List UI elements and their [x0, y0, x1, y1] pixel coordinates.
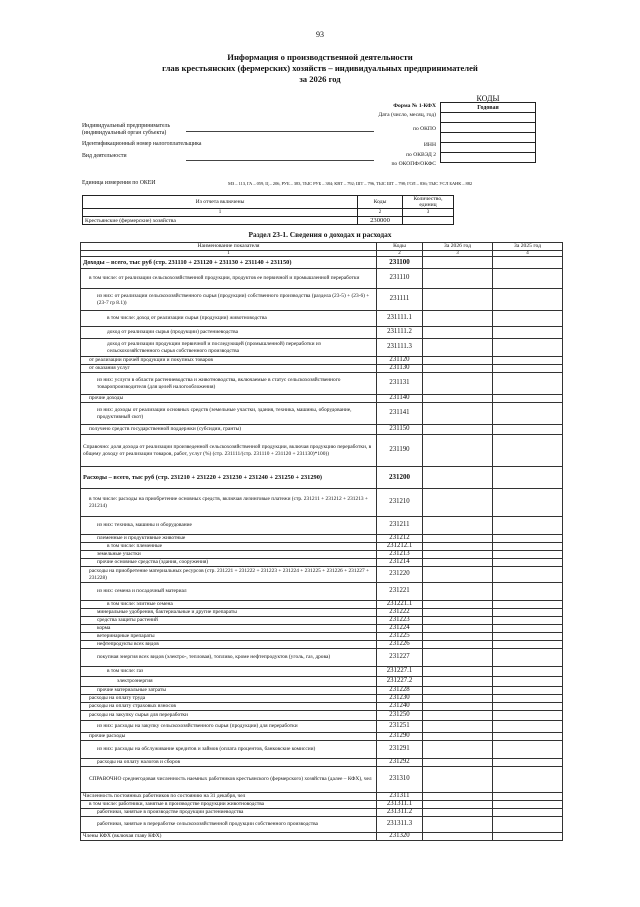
report-scope-table: Из отчета включены Коды Количество, единиц 1 2 3 Крестьянские (фермерские) хозяйства 230000: [82, 195, 454, 225]
indicator-code: 231311.2: [377, 809, 423, 817]
indicator-code: 231224: [377, 625, 423, 633]
indicator-code: 231251: [377, 721, 423, 733]
indicator-name: Численность постоянных работников по состоянию на 31 декабря, чел: [81, 793, 377, 801]
value-2026[interactable]: [423, 767, 493, 793]
indicator-name: земельные участки: [81, 551, 377, 559]
codes-table: [440, 102, 536, 163]
value-2026[interactable]: [423, 517, 493, 535]
table-row: [81, 667, 563, 677]
form-field-label: Форма № 1-КФХ: [393, 103, 436, 109]
value-2025[interactable]: [493, 339, 563, 357]
scope-header-code: Коды: [358, 196, 403, 209]
value-2025[interactable]: [493, 677, 563, 687]
value-2025[interactable]: [493, 327, 563, 339]
value-2025[interactable]: [493, 649, 563, 667]
indicator-name: расходы на оплату труда: [81, 695, 377, 703]
indicator-name: расходы на оплату налогов и сборов: [81, 759, 377, 767]
value-2025[interactable]: [493, 721, 563, 733]
indicator-name: от реализации прочей продукции и покупных товаров: [81, 357, 377, 365]
indicator-code: 231130: [377, 365, 423, 373]
units-label: Единица измерения по ОКЕИ: [82, 180, 156, 186]
value-2026[interactable]: [423, 641, 493, 649]
value-2026[interactable]: [423, 809, 493, 817]
table-row: [81, 801, 563, 809]
document-title: [0, 52, 640, 85]
value-2025[interactable]: [493, 667, 563, 677]
value-2026[interactable]: [423, 609, 493, 617]
indicator-name: корма: [81, 625, 377, 633]
indicator-code: 231221: [377, 583, 423, 601]
table-row: [81, 327, 563, 339]
table-row: [81, 601, 563, 609]
value-2025[interactable]: [493, 687, 563, 695]
value-2025[interactable]: [493, 741, 563, 759]
indicator-name: прочие доходы: [81, 395, 377, 403]
indicator-name: прочие основные средства (здания, сооружения): [81, 559, 377, 567]
value-2025[interactable]: [493, 633, 563, 641]
indicator-name: из них: техника, машины и оборудование: [81, 517, 377, 535]
indicator-code: 231212: [377, 535, 423, 543]
value-2026[interactable]: [423, 677, 493, 687]
tax-id-label: Идентификационный номер налогоплательщика: [82, 141, 202, 147]
value-2025[interactable]: [493, 767, 563, 793]
indicator-code: 231223: [377, 617, 423, 625]
indicator-name: из них: доходы от реализации основных средств (земельные участки, здания, техника, машины, оборудование, продуктивный скот): [81, 403, 377, 425]
indicator-name: средства защиты растений: [81, 617, 377, 625]
table-row: [81, 833, 563, 841]
indicator-code: 231240: [377, 703, 423, 711]
indicator-code: 231311.1: [377, 801, 423, 809]
indicator-code: 231190: [377, 435, 423, 467]
indicator-code: 231310: [377, 767, 423, 793]
table-row: [81, 641, 563, 649]
form-field-label: по ОКВЭД 2: [406, 152, 436, 158]
table-row: [81, 435, 563, 467]
indicator-name: в том числе: работники, занятые в производстве продукции животноводства: [81, 801, 377, 809]
indicator-code: 231200: [377, 467, 423, 489]
code-cell[interactable]: [441, 133, 536, 143]
page-number: 93: [316, 30, 324, 39]
table-row: [81, 339, 563, 357]
value-2025[interactable]: [493, 617, 563, 625]
value-2025[interactable]: [493, 311, 563, 327]
entrepreneur-line: [186, 131, 374, 132]
table-row: [81, 365, 563, 373]
value-2026[interactable]: [423, 649, 493, 667]
value-2026[interactable]: [423, 535, 493, 543]
indicator-name: расходы на оплату страховых взносов: [81, 703, 377, 711]
code-cell[interactable]: Годовая: [441, 103, 536, 113]
value-2026[interactable]: [423, 759, 493, 767]
indicator-name: племенные и продуктивные животные: [81, 535, 377, 543]
value-2026[interactable]: [423, 695, 493, 703]
value-2026[interactable]: [423, 833, 493, 841]
value-2025[interactable]: [493, 703, 563, 711]
indicator-code: 231228: [377, 687, 423, 695]
indicator-code: 231111.3: [377, 339, 423, 357]
value-2026[interactable]: [423, 583, 493, 601]
value-2026[interactable]: [423, 311, 493, 327]
indicator-name: из них: от реализации сельскохозяйственного сырья (продукции) собственного производства (раздела (23-5) + (23-6) + (23-7 гр 8.1)): [81, 289, 377, 311]
title-line-2: глав крестьянских (фермерских) хозяйств – индивидуальных предпринимателей: [162, 63, 478, 73]
value-2026[interactable]: [423, 435, 493, 467]
indicator-name: в том числе: элитные семена: [81, 601, 377, 609]
table-row: [81, 403, 563, 425]
table-row: [81, 535, 563, 543]
value-2025[interactable]: [493, 357, 563, 365]
value-2026[interactable]: [423, 617, 493, 625]
value-2026[interactable]: [423, 395, 493, 403]
form-field-label: Дата (число, месяц, год): [378, 112, 436, 118]
value-2025[interactable]: [493, 289, 563, 311]
table-row: [81, 633, 563, 641]
table-row: [81, 687, 563, 695]
value-2026[interactable]: [423, 425, 493, 435]
value-2025[interactable]: [493, 517, 563, 535]
table-row: [81, 649, 563, 667]
indicator-code: 231230: [377, 695, 423, 703]
value-2026[interactable]: [423, 567, 493, 583]
indicator-code: 231225: [377, 633, 423, 641]
value-2026[interactable]: [423, 339, 493, 357]
table-row: [81, 583, 563, 601]
indicator-name: прочие материальные затраты: [81, 687, 377, 695]
table-row: [81, 759, 563, 767]
indicator-name: из них: семена и посадочный материал: [81, 583, 377, 601]
value-2026[interactable]: [423, 403, 493, 425]
table-row: [81, 703, 563, 711]
scope-header-qty: Количество, единиц: [403, 196, 454, 209]
indicator-code: 231227.1: [377, 667, 423, 677]
table-row: [81, 817, 563, 833]
value-2025[interactable]: [493, 551, 563, 559]
indicator-name: в том числе: племенные: [81, 543, 377, 551]
indicator-name: доход от реализации продукции первичной и последующей (промышленной) переработки из сельскохозяйственного сырья собственного производства: [81, 339, 377, 357]
table-row: [81, 517, 563, 535]
value-2025[interactable]: [493, 695, 563, 703]
header-year-2025: За 2025 год: [493, 243, 563, 251]
table-row: [81, 617, 563, 625]
value-2026[interactable]: [423, 703, 493, 711]
indicator-name: в том числе: расходы на приобретение основных средств, включая лизинговые платежи (стр. 231211 + 231212 + 231213 + 231214): [81, 489, 377, 517]
indicator-code: 231100: [377, 257, 423, 269]
value-2025[interactable]: [493, 583, 563, 601]
table-row: [81, 609, 563, 617]
value-2026[interactable]: [423, 625, 493, 633]
activity-label: Вид деятельности: [82, 153, 127, 159]
section-title: Раздел 23-1. Сведения о доходах и расходах: [248, 230, 392, 239]
indicator-name: из них: расходы на закупку сельскохозяйственного сырья (продукции) для переработки: [81, 721, 377, 733]
value-2025[interactable]: [493, 365, 563, 373]
indicator-name: ветеринарные препараты: [81, 633, 377, 641]
scope-row-name: Крестьянские (фермерские) хозяйства: [83, 217, 358, 225]
indicator-name: в том числе: от реализации сельскохозяйственной продукции, продуктов ее первичной и промышленной переработки: [81, 269, 377, 289]
code-cell[interactable]: [441, 113, 536, 123]
indicator-code: 231320: [377, 833, 423, 841]
table-row: [81, 395, 563, 403]
title-line-3: за 2026 год: [299, 74, 341, 84]
title-line-1: Информация о производственной деятельности: [227, 52, 413, 62]
value-2025[interactable]: [493, 269, 563, 289]
units-codes: МЗ – 113, ГА – 059, Ц – 206, РУБ – 383, ТЫС РУБ – 384; КВТ – 792; ШТ – 796, ТЫС ШТ – 798; ГОЛ – 836; ТЫС УСЛ БАНК – 882: [228, 181, 473, 186]
indicator-name: в том числе: доход от реализации сырья (продукции) животноводства: [81, 311, 377, 327]
codes-header: КОДЫ: [476, 94, 500, 103]
value-2025[interactable]: [493, 435, 563, 467]
table-row: [81, 793, 563, 801]
value-2025[interactable]: [493, 641, 563, 649]
indicator-code: 231222: [377, 609, 423, 617]
value-2025[interactable]: [493, 559, 563, 567]
indicator-code: 231141: [377, 403, 423, 425]
value-2025[interactable]: [493, 759, 563, 767]
indicator-code: 231221.1: [377, 601, 423, 609]
table-row: [81, 711, 563, 721]
indicator-code: 231291: [377, 741, 423, 759]
code-cell[interactable]: [441, 153, 536, 163]
indicator-code: 231226: [377, 641, 423, 649]
value-2025[interactable]: [493, 489, 563, 517]
value-2026[interactable]: [423, 357, 493, 365]
indicator-name: Расходы – всего, тыс руб (стр. 231210 + 231220 + 231230 + 231240 + 231250 + 231290): [81, 467, 377, 489]
scope-header-name: Из отчета включены: [83, 196, 358, 209]
table-row: [81, 257, 563, 269]
table-row: [81, 721, 563, 733]
indicator-name: расходы на закупку сырья для переработки: [81, 711, 377, 721]
form-field-label: по ОКОПФ/ОКФС: [391, 161, 436, 167]
scope-row-code: 230000: [358, 217, 403, 225]
table-row: [81, 467, 563, 489]
indicator-code: 231292: [377, 759, 423, 767]
value-2025[interactable]: [493, 711, 563, 721]
value-2026[interactable]: [423, 467, 493, 489]
indicator-name: Члены КФХ (включая главу КФХ): [81, 833, 377, 841]
indicator-name: минеральные удобрения, бактериальные и другие препараты: [81, 609, 377, 617]
value-2025[interactable]: [493, 535, 563, 543]
indicator-code: 231150: [377, 425, 423, 435]
header-year-2026: За 2026 год: [423, 243, 493, 251]
table-row: [81, 559, 563, 567]
value-2025[interactable]: [493, 801, 563, 809]
indicator-code: 231111.1: [377, 311, 423, 327]
indicator-code: 231140: [377, 395, 423, 403]
indicator-code: 231311: [377, 793, 423, 801]
table-row: [81, 695, 563, 703]
value-2026[interactable]: [423, 687, 493, 695]
value-2026[interactable]: [423, 711, 493, 721]
form-field-label: ИНН: [423, 142, 436, 148]
indicator-name: получено средств государственной поддержки (субсидии, гранты): [81, 425, 377, 435]
indicator-code: 231227: [377, 649, 423, 667]
table-row: [81, 551, 563, 559]
indicator-name: покупная энергия всех видов (электро-, тепловая), топливо, кроме нефтепродуктов (уголь, газ, дрова): [81, 649, 377, 667]
table-row: [81, 741, 563, 759]
indicator-code: 231111.2: [377, 327, 423, 339]
table-row: [81, 269, 563, 289]
value-2026[interactable]: [423, 543, 493, 551]
value-2026[interactable]: [423, 257, 493, 269]
indicator-name: в том числе: газ: [81, 667, 377, 677]
indicator-code: 231212.1: [377, 543, 423, 551]
indicator-name: доход от реализации сырья (продукции) растениеводства: [81, 327, 377, 339]
value-2025[interactable]: [493, 609, 563, 617]
table-row: [81, 567, 563, 583]
value-2026[interactable]: [423, 801, 493, 809]
table-row: [81, 767, 563, 793]
value-2026[interactable]: [423, 327, 493, 339]
value-2026[interactable]: [423, 269, 493, 289]
value-2025[interactable]: [493, 543, 563, 551]
indicator-name: работники, занятые в переработке сельскохозяйственной продукции собственного производства: [81, 817, 377, 833]
indicator-code: 231213: [377, 551, 423, 559]
indicator-code: 231250: [377, 711, 423, 721]
header-indicator: Наименование показателя: [81, 243, 377, 251]
indicator-code: 231227.2: [377, 677, 423, 687]
table-row: [81, 809, 563, 817]
indicator-code: 231110: [377, 269, 423, 289]
value-2026[interactable]: [423, 793, 493, 801]
indicator-code: 231311.3: [377, 817, 423, 833]
income-expense-table: Наименование показателя Коды За 2026 год За 2025 год 1 2 3 4 Доходы – всего, тыс руб (стр. 231110 + 231120 + 231130 + 231140 + 231150) 231100 в том числе: от реализации сельскохозяйственной продукции, продуктов ее первичной и промышленной переработки 231110 из них: от реализации сельскохозяйственного сырья (продукции) собственного производства (раздела (23-5) + (23-6) + (23-7 гр 8.1)) 231111 в том числе: доход от реализации сырья (продукции) животноводства 231111.1 доход от реализации сырья (продукции) растениеводства 231111.2 доход от реализации продукции первичной и последующей (промышленной) переработки из сельскохозяйственного сырья собственного производства 231111.3 от реализации прочей продукции и покупных товаров 231120 от оказания услуг 231130 из них: услуги в области растениеводства и животноводства, включаемые в статус сельскохозяйственного товаропроизводителя (для целей налогообложения) 231131 прочие доходы 231140 из них: доходы от реализации основных средств (земельные участки, здания, техника, машины, оборудование, продуктивный скот) 231141 получено средств государственной поддержки (субсидии, гранты) 231150 Справочно: доля дохода от реализации произведенной сельскохозяйственной продукции, включая продукцию переработки, в общему доходу от реализации товаров, работ, услуг (%) (стр. 231111/(стр. 231110 + 231120 + 231130)*100)) 231190 Расходы – всего, тыс руб (стр. 231210 + 231220 + 231230 + 231240 + 231250 + 231290) 231200 в том числе: расходы на приобретение основных средств, включая лизинговые платежи (стр. 231211 + 231212 + 231213 + 231214) 231210 из них: техника, машины и оборудование 231211 племенные и продуктивные животные 231212 в том числе: племенные 231212.1 земельные участки 231213 прочие основные средства (здания, сооружения) 231214 расходы на приобретение материальных ресурсов (стр. 231221 + 231222 + 231223 + 231224 + 231225 + 231226 + 231227 + 231228) 231220 из них: семена и посадочный материал 231221 в том числе: элитные семена 231221.1 минеральные удобрения, бактериальные и другие препараты 231222 средства защиты растений 231223 корма 231224 ветеринарные препараты 231225 нефтепродукты всех видов 231226 покупная энергия всех видов (электро-, тепловая), топливо, кроме нефтепродуктов (уголь, газ, дрова) 231227 в том числе: газ 231227.1 электроэнергия 231227.2 прочие материальные затраты 231228 расходы на оплату труда 231230 расходы на оплату страховых взносов 231240 расходы на закупку сырья для переработки 231250 из них: расходы на закупку сельскохозяйственного сырья (продукции) для переработки 231251 прочие расходы 231290 из них: расходы на обслуживание кредитов и займов (оплата процентов, банковские комиссии) 231291 расходы на оплату налогов и сборов 231292 СПРАВОЧНО среднегодовая численность наемных работников крестьянского (фермерского) хозяйства (далее – КФХ), чел 231310 Численность постоянных работников по состоянию на 31 декабря, чел 231311 в том числе: работники, занятые в производстве продукции животноводства 231311.1 работники, занятые в производстве продукции растениеводства 231311.2 работники, занятые в переработке сельскохозяйственной продукции собственного производства 231311.3 Члены КФХ (включая главу КФХ) 231320: [80, 242, 563, 841]
value-2026[interactable]: [423, 559, 493, 567]
table-row: [81, 289, 563, 311]
value-2025[interactable]: [493, 395, 563, 403]
value-2025[interactable]: [493, 733, 563, 741]
value-2026[interactable]: [423, 551, 493, 559]
indicator-code: 231220: [377, 567, 423, 583]
table-row: [81, 425, 563, 435]
value-2025[interactable]: [493, 467, 563, 489]
indicator-name: нефтепродукты всех видов: [81, 641, 377, 649]
value-2025[interactable]: [493, 403, 563, 425]
value-2025[interactable]: [493, 601, 563, 609]
indicator-name: работники, занятые в производстве продукции растениеводства: [81, 809, 377, 817]
value-2026[interactable]: [423, 667, 493, 677]
value-2026[interactable]: [423, 373, 493, 395]
value-2026[interactable]: [423, 741, 493, 759]
indicator-name: Доходы – всего, тыс руб (стр. 231110 + 231120 + 231130 + 231140 + 231150): [81, 257, 377, 269]
table-row: [81, 373, 563, 395]
form-field-label: по ОКПО: [412, 126, 436, 132]
indicator-name: СПРАВОЧНО среднегодовая численность наемных работников крестьянского (фермерского) хозяйства (далее – КФХ), чел: [81, 767, 377, 793]
indicator-code: 231131: [377, 373, 423, 395]
value-2025[interactable]: [493, 567, 563, 583]
value-2025[interactable]: [493, 257, 563, 269]
code-cell[interactable]: [441, 143, 536, 153]
indicator-name: из них: услуги в области растениеводства и животноводства, включаемые в статус сельскохозяйственного товаропроизводителя (для целей налогообложения): [81, 373, 377, 395]
value-2025[interactable]: [493, 625, 563, 633]
indicator-name: от оказания услуг: [81, 365, 377, 373]
table-row: [81, 311, 563, 327]
activity-line: [186, 160, 374, 161]
table-row: [81, 625, 563, 633]
value-2025[interactable]: [493, 425, 563, 435]
indicator-name: прочие расходы: [81, 733, 377, 741]
indicator-name: электроэнергия: [81, 677, 377, 687]
scope-row-qty[interactable]: [403, 217, 454, 225]
indicator-name: расходы на приобретение материальных ресурсов (стр. 231221 + 231222 + 231223 + 231224 + 231225 + 231226 + 231227 + 231228): [81, 567, 377, 583]
value-2026[interactable]: [423, 601, 493, 609]
value-2026[interactable]: [423, 817, 493, 833]
value-2026[interactable]: [423, 733, 493, 741]
table-row: [81, 489, 563, 517]
table-row: [81, 677, 563, 687]
value-2026[interactable]: [423, 489, 493, 517]
indicator-name: из них: расходы на обслуживание кредитов и займов (оплата процентов, банковские комиссии): [81, 741, 377, 759]
indicator-code: 231214: [377, 559, 423, 567]
header-code: Коды: [377, 243, 423, 251]
indicator-code: 231210: [377, 489, 423, 517]
value-2026[interactable]: [423, 633, 493, 641]
entrepreneur-label: Индивидуальный предприниматель (индивидуальный орган субъекта): [82, 123, 171, 136]
value-2025[interactable]: [493, 809, 563, 817]
table-row: [81, 357, 563, 365]
value-2026[interactable]: [423, 721, 493, 733]
indicator-code: 231290: [377, 733, 423, 741]
value-2026[interactable]: [423, 365, 493, 373]
value-2025[interactable]: [493, 817, 563, 833]
indicator-code: 231120: [377, 357, 423, 365]
table-row: [81, 543, 563, 551]
table-row: [81, 733, 563, 741]
indicator-code: 231111: [377, 289, 423, 311]
indicator-code: 231211: [377, 517, 423, 535]
value-2025[interactable]: [493, 793, 563, 801]
value-2026[interactable]: [423, 289, 493, 311]
value-2025[interactable]: [493, 833, 563, 841]
indicator-name: Справочно: доля дохода от реализации произведенной сельскохозяйственной продукции, включая продукцию переработки, в общему доходу от реализации товаров, работ, услуг (%) (стр. 231111/(стр. 231110 + 231120 + 231130)*100)): [81, 435, 377, 467]
value-2025[interactable]: [493, 373, 563, 395]
code-cell[interactable]: [441, 123, 536, 133]
